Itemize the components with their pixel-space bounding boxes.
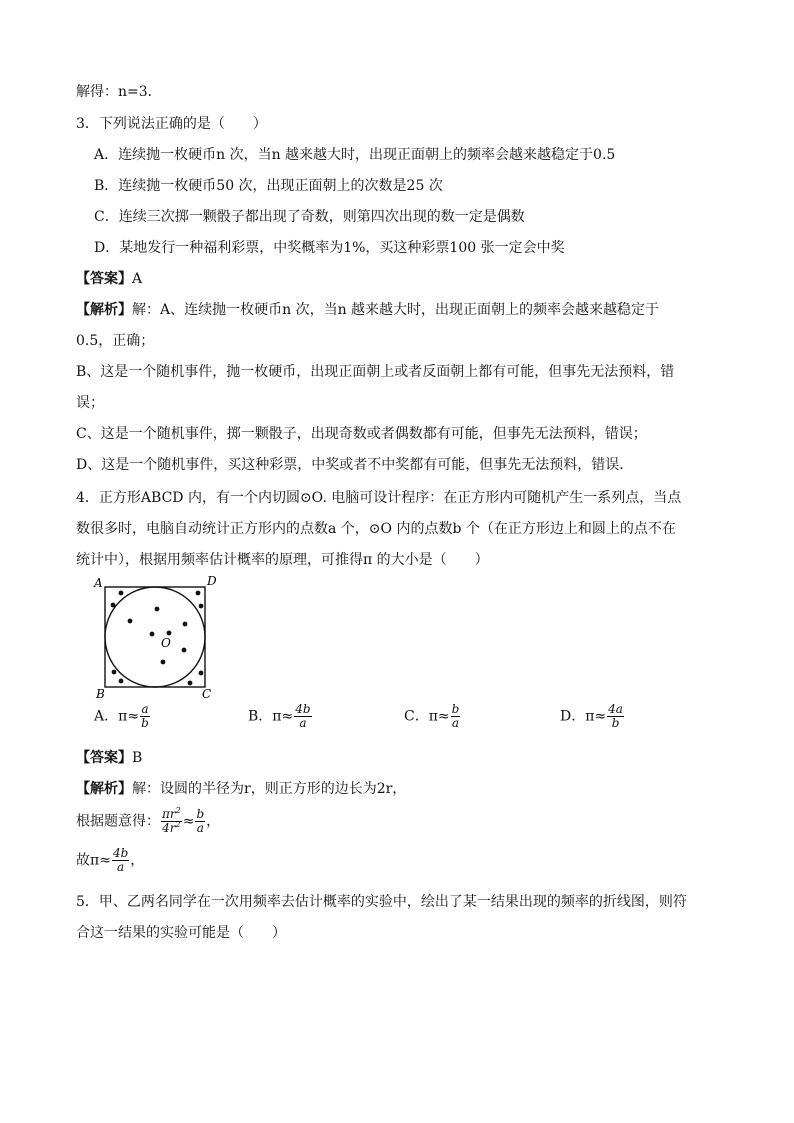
explanation-3-line-5: C、这是一个随机事件，掷一颗骰子，出现奇数或者偶数都有可能，但事先无法预料，错误； (76, 426, 647, 442)
question-3-option-d: D．某地发行一种福利彩票，中奖概率为1%，买这种彩票100 张一定会中奖 (94, 240, 565, 256)
option-prefix: π≈ (272, 708, 294, 725)
formula-left-fraction (161, 808, 182, 835)
explanation-3-line-2: 0.5，正确； (76, 333, 155, 349)
question-4-option-b (248, 703, 313, 730)
fraction-denominator: b (611, 716, 620, 730)
fraction-numerator: 4b (295, 702, 311, 716)
question-4-stem-2: 数很多时，电脑自动统计正方形内的点数a 个，⊙O 内的点数b 个（在正方形边上和圆上的点不在 (76, 521, 676, 537)
fraction-numerator: a (141, 702, 149, 716)
fraction-denominator: $4r^2$ (162, 820, 181, 835)
fraction-denominator: a (196, 821, 204, 835)
approx-sign: ≈ (182, 813, 195, 830)
explanation-4-line-1 (76, 779, 406, 799)
formula-tail: ， (206, 813, 221, 830)
answer-3 (76, 269, 142, 289)
option-prefix: π≈ (428, 708, 450, 725)
option-label: B． (248, 708, 273, 725)
square-circle-figure (90, 573, 220, 703)
question-4-option-a (94, 703, 151, 730)
explanation-3-line-1 (76, 300, 659, 320)
fraction-numerator: b (196, 807, 205, 821)
formula-prefix: 根据题意得： (76, 813, 160, 830)
explanation-3-line-3: B、这是一个随机事件，抛一枚硬币，出现正面朝上或者反面朝上都有可能，但事先无法预料，错 (76, 364, 675, 380)
fraction-denominator: a (451, 716, 460, 730)
option-fraction (140, 703, 150, 730)
answer-tag: 【答案】 (76, 271, 132, 287)
fraction-numerator: 4b (112, 846, 129, 860)
conclusion-fraction (112, 847, 129, 874)
question-4-option-d (560, 703, 625, 730)
option-fraction (451, 703, 461, 730)
option-prefix: π≈ (585, 708, 607, 725)
fraction-denominator: a (117, 860, 125, 874)
center-label-o: O (161, 636, 171, 650)
option-label: D． (560, 708, 586, 725)
vertex-label-d: D (207, 574, 217, 588)
conclusion-tail: ， (130, 852, 145, 869)
option-prefix: π≈ (118, 708, 140, 725)
question-5-stem-2: 合这一结果的实验可能是（ ） (76, 925, 286, 941)
question-3-option-a: A．连续抛一枚硬币n 次，当n 越来越大时，出现正面朝上的频率会越来越稳定于0.5 (94, 147, 616, 163)
answer-value: B (132, 750, 143, 766)
question-5-stem-1: 5．甲、乙两名同学在一次用频率去估计概率的实验中，绘出了某一结果出现的频率的折线图，则符 (76, 894, 687, 910)
conclusion-prefix: 故π≈ (76, 852, 111, 869)
explanation-tag: 【解析】 (76, 302, 132, 318)
fraction-numerator: 4a (608, 702, 623, 716)
solution-result: 解得：n=3． (76, 84, 162, 100)
explanation-text: 解：设圆的半径为r，则正方形的边长为2r， (132, 781, 407, 797)
answer-tag: 【答案】 (76, 750, 132, 766)
fraction-numerator: $\pi r^2$ (162, 806, 181, 821)
explanation-4-line-3 (76, 847, 144, 874)
question-3-option-b: B．连续抛一枚硬币50 次，出现正面朝上的次数是25 次 (94, 178, 443, 194)
question-4-stem-1: 4．正方形ABCD 内，有一个内切圆⊙O. 电脑可设计程序：在正方形内可随机产生一系列点，当点 (76, 490, 682, 506)
question-4-option-c (404, 703, 461, 730)
vertex-label-b: B (96, 687, 105, 701)
question-4-stem-3: 统计中），根据用频率估计概率的原理，可推得π 的大小是（ ） (76, 552, 489, 568)
question-3-option-c: C．连续三次掷一颗骰子都出现了奇数，则第四次出现的数一定是偶数 (94, 209, 525, 225)
vertex-label-c: C (202, 687, 212, 701)
explanation-text: 解：A、连续抛一枚硬币n 次，当n 越来越大时，出现正面朝上的频率会越来越稳定于 (132, 302, 660, 318)
option-label: A． (94, 708, 119, 725)
explanation-3-line-6: D、这是一个随机事件，买这种彩票，中奖或者不中奖都有可能，但事先无法预料，错误． (76, 457, 634, 473)
fraction-denominator: b (141, 716, 149, 730)
option-fraction (294, 703, 311, 730)
explanation-3-line-4: 误； (76, 395, 104, 411)
formula-right-fraction (195, 808, 205, 835)
explanation-4-line-2 (76, 808, 220, 835)
question-3-stem: 3．下列说法正确的是（ ） (76, 116, 267, 132)
answer-value: A (132, 271, 143, 287)
vertex-label-a: A (94, 576, 103, 590)
option-label: C． (404, 708, 429, 725)
option-fraction (607, 703, 624, 730)
explanation-tag: 【解析】 (76, 781, 132, 797)
fraction-numerator: b (451, 702, 460, 716)
answer-4 (76, 748, 142, 768)
fraction-denominator: a (299, 716, 307, 730)
